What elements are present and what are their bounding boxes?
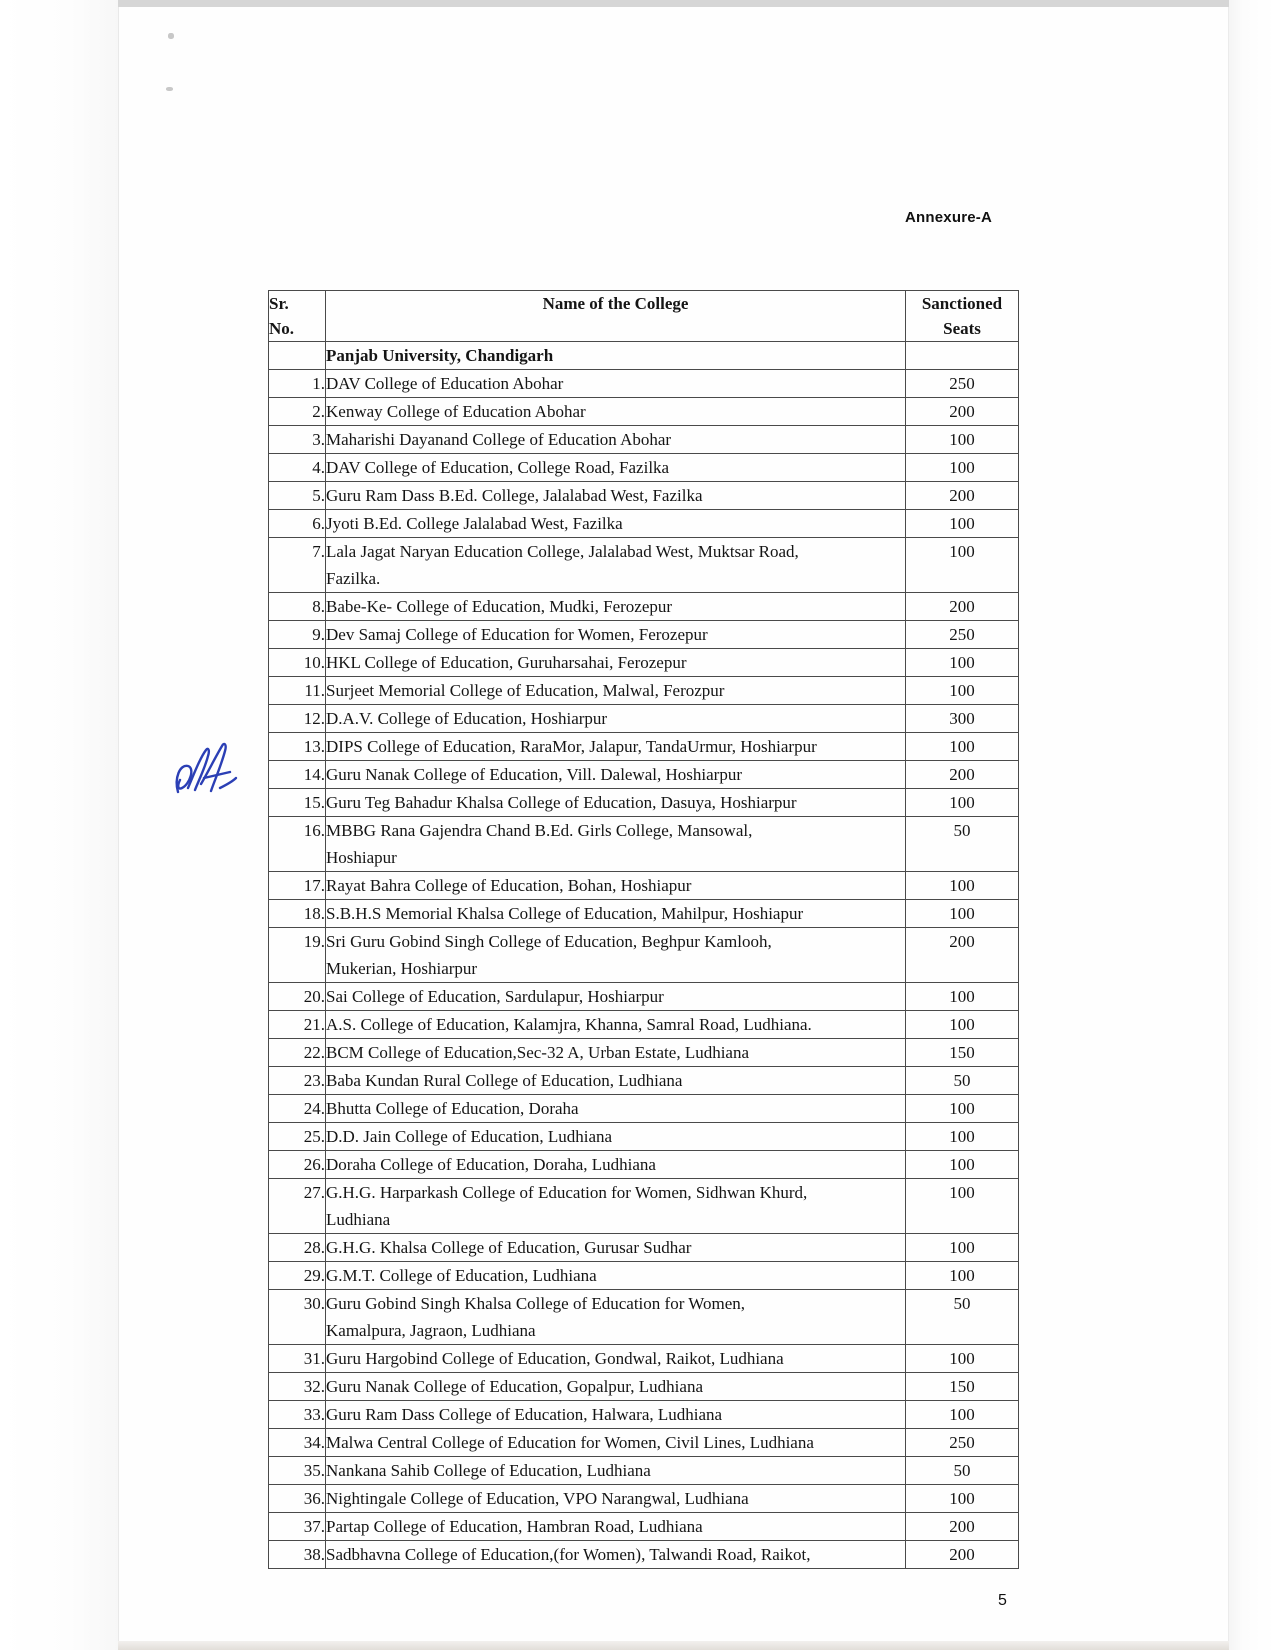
table-row	[269, 370, 1019, 398]
table-row	[269, 1262, 1019, 1290]
table-row	[269, 454, 1019, 482]
table-row	[269, 1151, 1019, 1179]
row-serial-number: 5.	[269, 482, 326, 510]
page-bottom-scan-band	[118, 1641, 1229, 1650]
college-name-line-2: Fazilka.	[326, 569, 381, 588]
college-name-line-1: G.M.T. College of Education, Ludhiana	[326, 1266, 597, 1285]
table-body	[269, 342, 1019, 1569]
row-sanctioned-seats: 200	[906, 761, 1019, 789]
sr-no-line-2: No.	[269, 319, 295, 338]
table-row	[269, 733, 1019, 761]
row-serial-number: 18.	[269, 900, 326, 928]
college-name-line-1: Guru Nanak College of Education, Gopalpur, Ludhiana	[326, 1377, 703, 1396]
table-header-row	[269, 291, 1019, 342]
row-sanctioned-seats: 100	[906, 1345, 1019, 1373]
scan-speck	[166, 87, 173, 91]
table-row	[269, 983, 1019, 1011]
row-sanctioned-seats: 100	[906, 426, 1019, 454]
college-name-line-1: Baba Kundan Rural College of Education, Ludhiana	[326, 1071, 683, 1090]
row-sanctioned-seats: 100	[906, 538, 1019, 593]
row-sanctioned-seats: 100	[906, 454, 1019, 482]
table-row	[269, 1290, 1019, 1345]
row-serial-number: 24.	[269, 1095, 326, 1123]
table-row	[269, 1095, 1019, 1123]
row-serial-number: 25.	[269, 1123, 326, 1151]
row-college-name	[326, 928, 906, 983]
row-serial-number: 23.	[269, 1067, 326, 1095]
column-header-sr-no	[269, 291, 326, 342]
college-name-line-1: D.A.V. College of Education, Hoshiarpur	[326, 709, 608, 728]
college-name-line-1: MBBG Rana Gajendra Chand B.Ed. Girls College, Mansowal,	[326, 821, 753, 840]
row-serial-number: 37.	[269, 1513, 326, 1541]
row-sanctioned-seats: 100	[906, 900, 1019, 928]
college-name-line-1: Jyoti B.Ed. College Jalalabad West, Fazilka	[326, 514, 623, 533]
row-college-name	[326, 983, 906, 1011]
college-name-line-1: Bhutta College of Education, Doraha	[326, 1099, 579, 1118]
row-serial-number: 30.	[269, 1290, 326, 1345]
college-name-line-1: Guru Ram Dass B.Ed. College, Jalalabad West, Fazilka	[326, 486, 703, 505]
row-serial-number: 12.	[269, 705, 326, 733]
row-serial-number: 31.	[269, 1345, 326, 1373]
table-row	[269, 900, 1019, 928]
row-serial-number: 10.	[269, 649, 326, 677]
row-college-name	[326, 426, 906, 454]
college-name-line-1: Doraha College of Education, Doraha, Ludhiana	[326, 1155, 656, 1174]
row-serial-number: 27.	[269, 1179, 326, 1234]
row-sanctioned-seats: 100	[906, 1485, 1019, 1513]
row-serial-number: 29.	[269, 1262, 326, 1290]
row-college-name	[326, 1151, 906, 1179]
page-number: 5	[998, 1592, 1007, 1609]
college-name-line-2: Hoshiapur	[326, 848, 397, 867]
row-college-name	[326, 733, 906, 761]
table-header	[269, 291, 1019, 342]
row-sanctioned-seats: 250	[906, 370, 1019, 398]
row-serial-number: 20.	[269, 983, 326, 1011]
scan-speck	[168, 33, 174, 39]
row-college-name	[326, 1123, 906, 1151]
row-college-name	[326, 1485, 906, 1513]
college-name-line-1: Kenway College of Education Abohar	[326, 402, 586, 421]
annexure-label: Annexure-A	[905, 209, 993, 226]
row-college-name	[326, 454, 906, 482]
row-college-name	[326, 1541, 906, 1569]
row-serial-number: 28.	[269, 1234, 326, 1262]
table-row	[269, 482, 1019, 510]
row-college-name	[326, 1262, 906, 1290]
row-sanctioned-seats: 300	[906, 705, 1019, 733]
row-sanctioned-seats: 100	[906, 733, 1019, 761]
table-group-heading-row	[269, 342, 1019, 370]
page-right-margin-shadow	[1228, 0, 1275, 1650]
college-name-line-1: Maharishi Dayanand College of Education Abohar	[326, 430, 672, 449]
page-left-margin-shadow	[0, 0, 119, 1650]
row-serial-number: 38.	[269, 1541, 326, 1569]
college-name-line-1: Nankana Sahib College of Education, Ludhiana	[326, 1461, 651, 1480]
table-row	[269, 789, 1019, 817]
row-serial-number: 6.	[269, 510, 326, 538]
column-header-sanctioned-seats	[906, 291, 1019, 342]
table-row	[269, 705, 1019, 733]
row-sanctioned-seats: 150	[906, 1039, 1019, 1067]
college-name-line-1: DAV College of Education Abohar	[326, 374, 564, 393]
table-row	[269, 1485, 1019, 1513]
table-row	[269, 1513, 1019, 1541]
college-name-line-1: Guru Gobind Singh Khalsa College of Education for Women,	[326, 1294, 745, 1313]
table-row	[269, 593, 1019, 621]
row-college-name	[326, 761, 906, 789]
sanctioned-seats-line-2: Seats	[943, 319, 981, 338]
row-college-name	[326, 1401, 906, 1429]
row-college-name	[326, 705, 906, 733]
college-seats-table-container	[268, 290, 1018, 1569]
row-serial-number: 33.	[269, 1401, 326, 1429]
row-serial-number: 9.	[269, 621, 326, 649]
row-serial-number: 2.	[269, 398, 326, 426]
college-name-line-1: DIPS College of Education, RaraMor, Jalapur, TandaUrmur, Hoshiarpur	[326, 737, 817, 756]
row-college-name	[326, 1513, 906, 1541]
group-row-seats-cell	[906, 342, 1019, 370]
row-serial-number: 8.	[269, 593, 326, 621]
row-college-name	[326, 677, 906, 705]
sr-no-line-1: Sr.	[269, 294, 289, 313]
row-college-name	[326, 1373, 906, 1401]
college-name-line-1: Lala Jagat Naryan Education College, Jalalabad West, Muktsar Road,	[326, 542, 799, 561]
table-row	[269, 538, 1019, 593]
table-row	[269, 817, 1019, 872]
college-name-line-2: Mukerian, Hoshiarpur	[326, 959, 478, 978]
row-sanctioned-seats: 100	[906, 1151, 1019, 1179]
college-name-line-1: HKL College of Education, Guruharsahai, Ferozepur	[326, 653, 687, 672]
college-name-line-1: Sri Guru Gobind Singh College of Education, Beghpur Kamlooh,	[326, 932, 772, 951]
row-serial-number: 36.	[269, 1485, 326, 1513]
row-sanctioned-seats: 50	[906, 817, 1019, 872]
row-sanctioned-seats: 200	[906, 482, 1019, 510]
row-serial-number: 15.	[269, 789, 326, 817]
college-name-line-1: Guru Nanak College of Education, Vill. Dalewal, Hoshiarpur	[326, 765, 743, 784]
row-college-name	[326, 510, 906, 538]
page-top-scan-band	[118, 0, 1229, 7]
row-college-name	[326, 482, 906, 510]
table-row	[269, 1429, 1019, 1457]
college-seats-table	[268, 290, 1019, 1569]
row-sanctioned-seats: 100	[906, 1262, 1019, 1290]
row-sanctioned-seats: 100	[906, 1234, 1019, 1262]
table-row	[269, 677, 1019, 705]
row-serial-number: 11.	[269, 677, 326, 705]
college-name-line-1: Surjeet Memorial College of Education, Malwal, Ferozpur	[326, 681, 725, 700]
row-serial-number: 26.	[269, 1151, 326, 1179]
row-sanctioned-seats: 100	[906, 789, 1019, 817]
row-sanctioned-seats: 200	[906, 398, 1019, 426]
table-row	[269, 621, 1019, 649]
table-row	[269, 1179, 1019, 1234]
row-sanctioned-seats: 50	[906, 1457, 1019, 1485]
row-sanctioned-seats: 100	[906, 1179, 1019, 1234]
row-sanctioned-seats: 250	[906, 621, 1019, 649]
table-row	[269, 1541, 1019, 1569]
row-college-name	[326, 1039, 906, 1067]
row-sanctioned-seats: 100	[906, 677, 1019, 705]
row-college-name	[326, 1290, 906, 1345]
college-name-line-1: A.S. College of Education, Kalamjra, Khanna, Samral Road, Ludhiana.	[326, 1015, 812, 1034]
row-serial-number: 1.	[269, 370, 326, 398]
row-serial-number: 17.	[269, 872, 326, 900]
table-row	[269, 510, 1019, 538]
row-college-name	[326, 621, 906, 649]
college-name-line-1: S.B.H.S Memorial Khalsa College of Education, Mahilpur, Hoshiapur	[326, 904, 804, 923]
row-serial-number: 32.	[269, 1373, 326, 1401]
row-college-name	[326, 649, 906, 677]
row-sanctioned-seats: 100	[906, 1123, 1019, 1151]
row-sanctioned-seats: 100	[906, 872, 1019, 900]
row-college-name	[326, 872, 906, 900]
row-sanctioned-seats: 200	[906, 1513, 1019, 1541]
row-serial-number: 14.	[269, 761, 326, 789]
college-name-line-1: Dev Samaj College of Education for Women, Ferozepur	[326, 625, 708, 644]
college-name-line-1: Sadbhavna College of Education,(for Women), Talwandi Road, Raikot,	[326, 1545, 811, 1564]
row-college-name	[326, 370, 906, 398]
table-row	[269, 1067, 1019, 1095]
row-college-name	[326, 900, 906, 928]
college-name-line-1: G.H.G. Harparkash College of Education for Women, Sidhwan Khurd,	[326, 1183, 808, 1202]
row-college-name	[326, 1067, 906, 1095]
row-college-name	[326, 1234, 906, 1262]
college-name-line-1: Partap College of Education, Hambran Road, Ludhiana	[326, 1517, 703, 1536]
college-name-line-1: D.D. Jain College of Education, Ludhiana	[326, 1127, 613, 1146]
college-name-line-1: BCM College of Education,Sec-32 A, Urban Estate, Ludhiana	[326, 1043, 750, 1062]
row-sanctioned-seats: 200	[906, 928, 1019, 983]
college-name-line-1: Guru Hargobind College of Education, Gondwal, Raikot, Ludhiana	[326, 1349, 784, 1368]
row-serial-number: 22.	[269, 1039, 326, 1067]
college-name-line-1: Guru Ram Dass College of Education, Halwara, Ludhiana	[326, 1405, 723, 1424]
college-name-line-1: DAV College of Education, College Road, Fazilka	[326, 458, 670, 477]
row-sanctioned-seats: 100	[906, 1011, 1019, 1039]
college-name-line-1: Babe-Ke- College of Education, Mudki, Ferozepur	[326, 597, 673, 616]
table-row	[269, 398, 1019, 426]
row-college-name	[326, 1011, 906, 1039]
table-row	[269, 1401, 1019, 1429]
row-serial-number: 7.	[269, 538, 326, 593]
row-college-name	[326, 789, 906, 817]
row-sanctioned-seats: 150	[906, 1373, 1019, 1401]
table-row	[269, 872, 1019, 900]
row-sanctioned-seats: 100	[906, 510, 1019, 538]
table-row	[269, 928, 1019, 983]
college-name-line-1: Malwa Central College of Education for Women, Civil Lines, Ludhiana	[326, 1433, 814, 1452]
row-college-name	[326, 1179, 906, 1234]
row-serial-number: 19.	[269, 928, 326, 983]
row-serial-number: 4.	[269, 454, 326, 482]
table-row	[269, 1457, 1019, 1485]
row-college-name	[326, 1095, 906, 1123]
group-heading-university: Panjab University, Chandigarh	[326, 342, 906, 370]
college-name-line-2: Ludhiana	[326, 1210, 391, 1229]
sanctioned-seats-line-1: Sanctioned	[921, 294, 1003, 313]
table-row	[269, 1345, 1019, 1373]
row-sanctioned-seats: 200	[906, 1541, 1019, 1569]
row-college-name	[326, 593, 906, 621]
college-name-line-1: G.H.G. Khalsa College of Education, Gurusar Sudhar	[326, 1238, 692, 1257]
row-serial-number: 34.	[269, 1429, 326, 1457]
table-row	[269, 649, 1019, 677]
row-sanctioned-seats: 100	[906, 983, 1019, 1011]
row-serial-number: 3.	[269, 426, 326, 454]
row-serial-number: 13.	[269, 733, 326, 761]
row-sanctioned-seats: 100	[906, 1095, 1019, 1123]
table-row	[269, 1011, 1019, 1039]
table-row	[269, 1039, 1019, 1067]
row-college-name	[326, 398, 906, 426]
row-sanctioned-seats: 200	[906, 593, 1019, 621]
row-college-name	[326, 1457, 906, 1485]
column-header-college-name: Name of the College	[326, 291, 906, 342]
college-name-line-1: Nightingale College of Education, VPO Narangwal, Ludhiana	[326, 1489, 749, 1508]
group-row-sr-cell	[269, 342, 326, 370]
table-row	[269, 761, 1019, 789]
row-serial-number: 21.	[269, 1011, 326, 1039]
row-college-name	[326, 1429, 906, 1457]
row-sanctioned-seats: 50	[906, 1290, 1019, 1345]
table-row	[269, 426, 1019, 454]
table-row	[269, 1234, 1019, 1262]
row-college-name	[326, 1345, 906, 1373]
table-row	[269, 1373, 1019, 1401]
row-college-name	[326, 817, 906, 872]
row-sanctioned-seats: 250	[906, 1429, 1019, 1457]
college-name-line-1: Sai College of Education, Sardulapur, Hoshiarpur	[326, 987, 664, 1006]
row-sanctioned-seats: 100	[906, 1401, 1019, 1429]
row-sanctioned-seats: 50	[906, 1067, 1019, 1095]
row-sanctioned-seats: 100	[906, 649, 1019, 677]
college-name-line-1: Rayat Bahra College of Education, Bohan, Hoshiapur	[326, 876, 692, 895]
college-name-line-1: Guru Teg Bahadur Khalsa College of Education, Dasuya, Hoshiarpur	[326, 793, 797, 812]
row-serial-number: 35.	[269, 1457, 326, 1485]
row-college-name	[326, 538, 906, 593]
college-name-line-2: Kamalpura, Jagraon, Ludhiana	[326, 1321, 536, 1340]
table-row	[269, 1123, 1019, 1151]
row-serial-number: 16.	[269, 817, 326, 872]
